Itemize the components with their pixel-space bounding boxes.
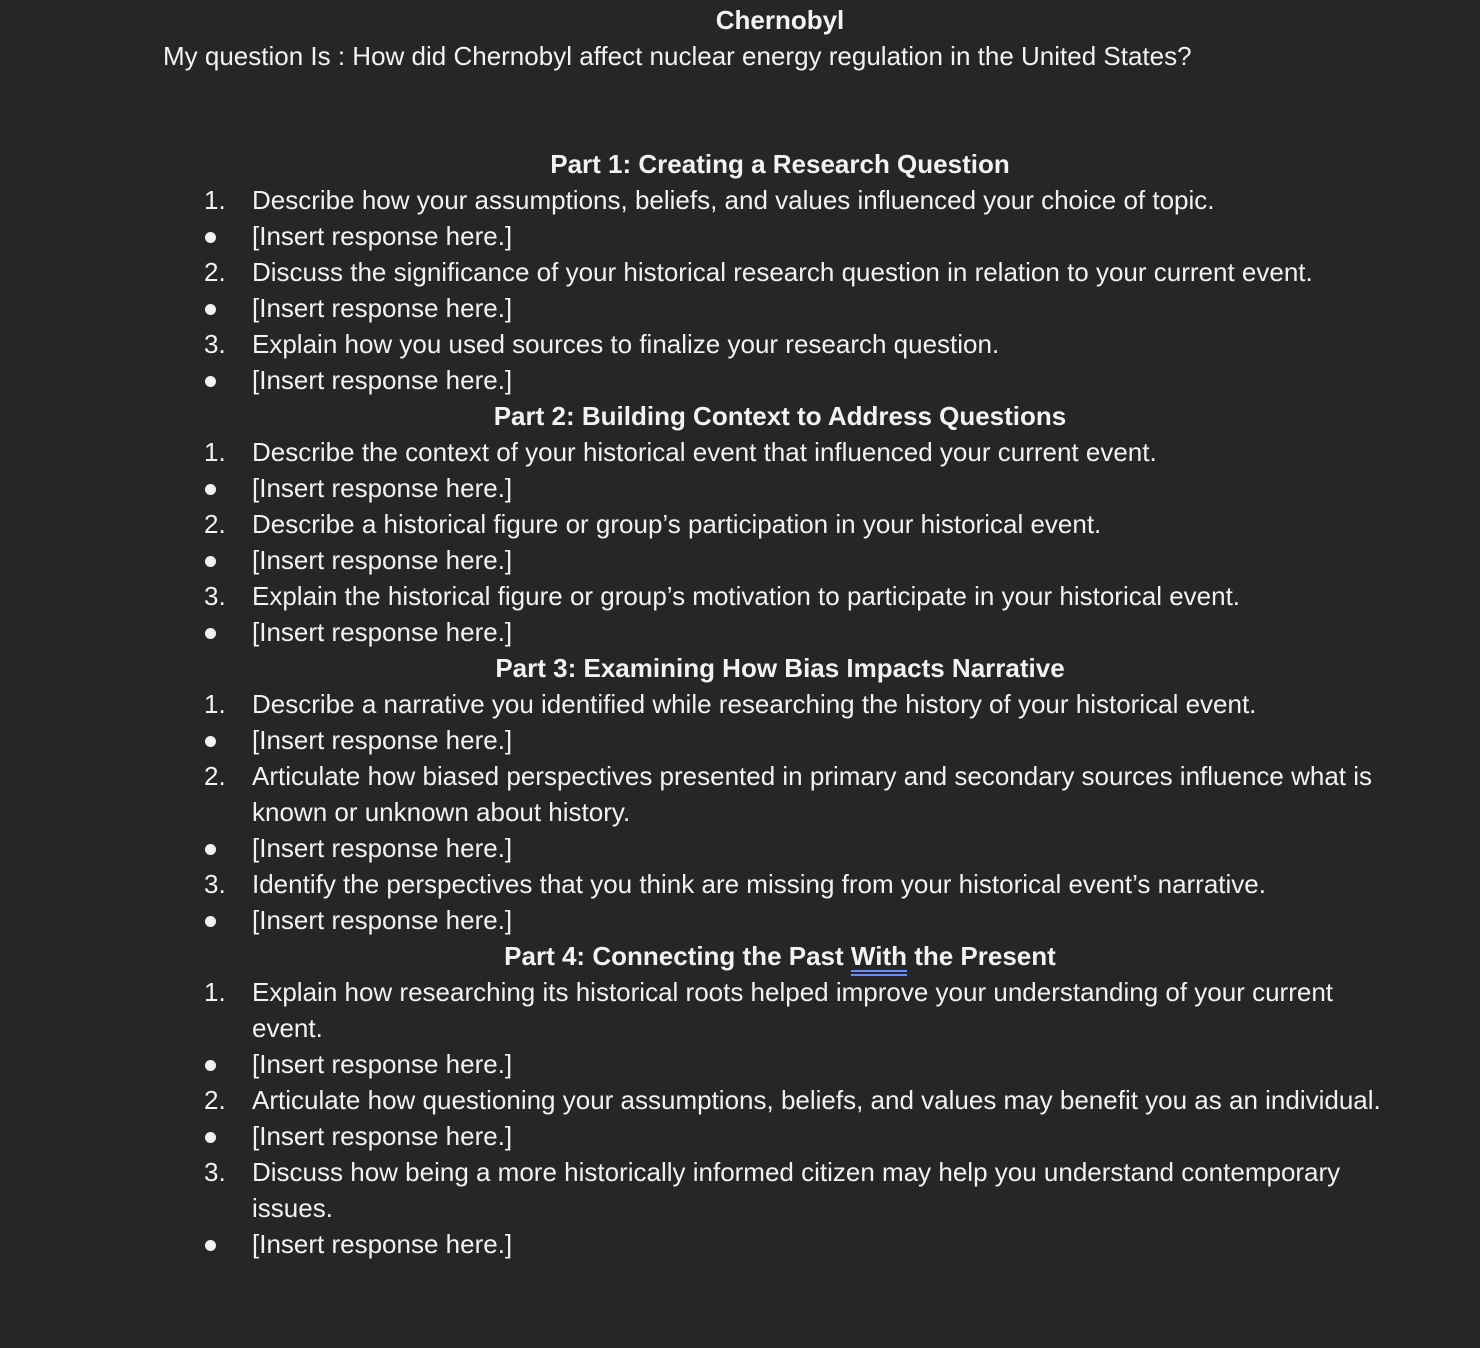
part-heading: Part 1: Creating a Research Question xyxy=(550,149,1010,179)
parts-container xyxy=(0,146,1480,1262)
prompt-text: Articulate how questioning your assumptions, beliefs, and values may benefit you as an individual. xyxy=(252,1085,1381,1115)
item-number: 1. xyxy=(204,689,226,719)
bullet-icon xyxy=(205,916,216,927)
bullet-icon xyxy=(205,376,216,387)
prompt-item xyxy=(0,866,1480,902)
bullet-icon xyxy=(205,1060,216,1071)
item-number: 1. xyxy=(204,437,226,467)
response-text[interactable]: [Insert response here.] xyxy=(252,1121,513,1151)
response-text[interactable]: [Insert response here.] xyxy=(252,221,513,251)
item-number: 1. xyxy=(204,185,226,215)
prompt-item xyxy=(0,686,1480,722)
prompt-item xyxy=(0,974,1480,1046)
response-text[interactable]: [Insert response here.] xyxy=(252,293,513,323)
part-1-section xyxy=(0,146,1480,398)
response-text[interactable]: [Insert response here.] xyxy=(252,545,513,575)
part-heading xyxy=(0,938,1480,974)
response-text[interactable]: [Insert response here.] xyxy=(252,833,513,863)
prompt-text: Describe how your assumptions, beliefs, and values influenced your choice of topic. xyxy=(252,185,1215,215)
prompt-text: Articulate how biased perspectives presented in primary and secondary sources influence what is known or unknown about history. xyxy=(252,761,1373,827)
document-title: Chernobyl xyxy=(715,5,845,35)
item-number: 3. xyxy=(204,869,226,899)
response-item[interactable] xyxy=(0,830,1480,866)
item-number: 2. xyxy=(204,509,226,539)
prompt-text: Explain the historical figure or group’s motivation to participate in your historical event. xyxy=(252,581,1241,611)
response-item[interactable] xyxy=(0,362,1480,398)
bullet-icon xyxy=(205,232,216,243)
response-item[interactable] xyxy=(0,218,1480,254)
item-number: 2. xyxy=(204,1085,226,1115)
bullet-icon xyxy=(205,484,216,495)
response-item[interactable] xyxy=(0,470,1480,506)
bullet-icon xyxy=(205,628,216,639)
response-item[interactable] xyxy=(0,614,1480,650)
prompt-item xyxy=(0,758,1480,830)
bullet-icon xyxy=(205,1132,216,1143)
bullet-icon xyxy=(205,1240,216,1251)
response-item[interactable] xyxy=(0,1118,1480,1154)
prompt-item xyxy=(0,434,1480,470)
response-item[interactable] xyxy=(0,722,1480,758)
response-item[interactable] xyxy=(0,290,1480,326)
prompt-text: Explain how researching its historical roots helped improve your understanding of your current event. xyxy=(252,977,1334,1043)
item-number: 2. xyxy=(204,257,226,287)
response-text[interactable]: [Insert response here.] xyxy=(252,1229,513,1259)
part-heading: Part 3: Examining How Bias Impacts Narrative xyxy=(495,653,1065,683)
prompt-text: Describe the context of your historical event that influenced your current event. xyxy=(252,437,1157,467)
part-heading-end: the Present xyxy=(906,941,1056,971)
response-text[interactable]: [Insert response here.] xyxy=(252,1049,513,1079)
prompt-item xyxy=(0,1082,1480,1118)
part-2-section xyxy=(0,398,1480,650)
bullet-icon xyxy=(205,736,216,747)
prompt-text: Explain how you used sources to finalize your research question. xyxy=(252,329,1000,359)
bullet-icon xyxy=(205,556,216,567)
part-4-section xyxy=(0,938,1480,1262)
item-number: 3. xyxy=(204,1157,226,1187)
prompt-item xyxy=(0,326,1480,362)
response-text[interactable]: [Insert response here.] xyxy=(252,617,513,647)
response-text[interactable]: [Insert response here.] xyxy=(252,473,513,503)
prompt-item xyxy=(0,1154,1480,1226)
prompt-text: Discuss the significance of your historical research question in relation to your current event. xyxy=(252,257,1313,287)
prompt-text: Discuss how being a more historically informed citizen may help you understand contemporary issues. xyxy=(252,1157,1341,1223)
prompt-item xyxy=(0,506,1480,542)
response-item[interactable] xyxy=(0,542,1480,578)
response-item[interactable] xyxy=(0,1226,1480,1262)
bullet-icon xyxy=(205,844,216,855)
item-number: 2. xyxy=(204,761,226,791)
prompt-text: Identify the perspectives that you think are missing from your historical event’s narrative. xyxy=(252,869,1266,899)
part-heading-start: Part 4: Connecting the Past xyxy=(504,941,851,971)
prompt-item xyxy=(0,578,1480,614)
item-number: 1. xyxy=(204,977,226,1007)
response-text[interactable]: [Insert response here.] xyxy=(252,725,513,755)
response-text[interactable]: [Insert response here.] xyxy=(252,365,513,395)
prompt-item xyxy=(0,182,1480,218)
prompt-text: Describe a historical figure or group’s participation in your historical event. xyxy=(252,509,1102,539)
item-number: 3. xyxy=(204,581,226,611)
bullet-icon xyxy=(205,304,216,315)
prompt-item xyxy=(0,254,1480,290)
response-item[interactable] xyxy=(0,1046,1480,1082)
part-heading: Part 2: Building Context to Address Questions xyxy=(493,401,1067,431)
part-3-section xyxy=(0,650,1480,938)
prompt-text: Describe a narrative you identified while researching the history of your historical event. xyxy=(252,689,1257,719)
response-text[interactable]: [Insert response here.] xyxy=(252,905,513,935)
spelling-flagged-word[interactable]: With xyxy=(850,941,907,971)
research-question: My question Is : How did Chernobyl affect nuclear energy regulation in the United States? xyxy=(163,41,1192,71)
item-number: 3. xyxy=(204,329,226,359)
response-item[interactable] xyxy=(0,902,1480,938)
